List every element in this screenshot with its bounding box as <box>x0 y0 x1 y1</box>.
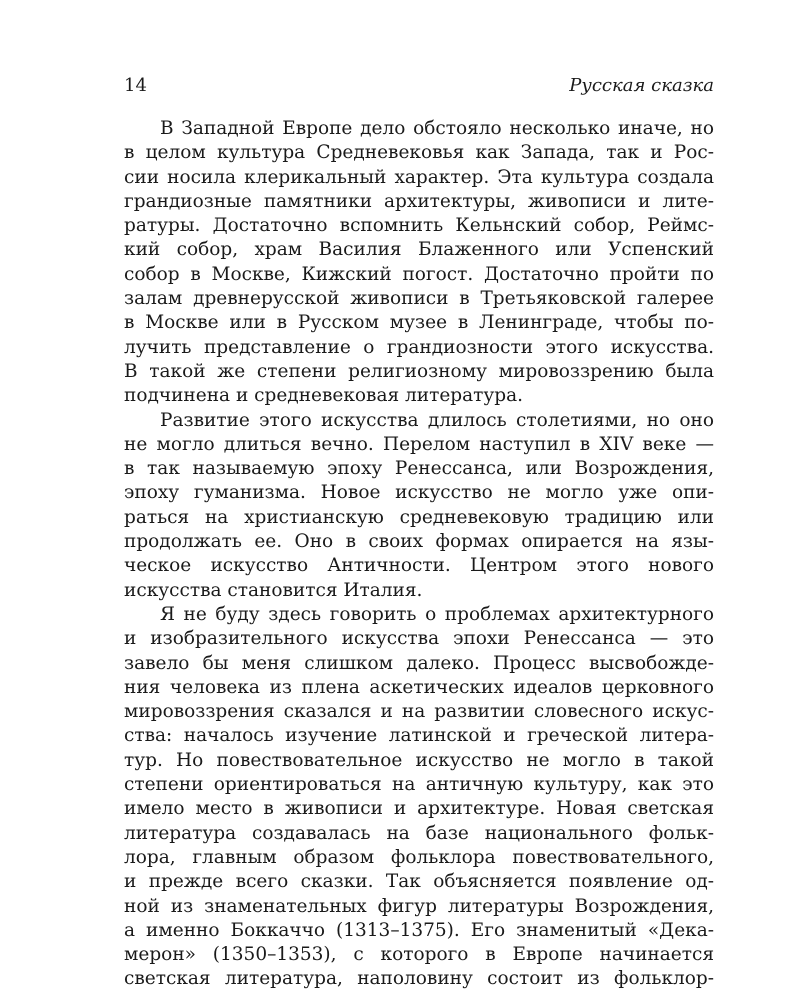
text-line: В Западной Европе дело обстояло несколько иначе, но <box>160 118 714 139</box>
text-line: сии носила клерикальный характер. Эта культура создала <box>124 166 714 188</box>
text-line: ческое искусство Античности. Центром этого нового <box>124 555 714 577</box>
text-line: имело место в живописи и архитектуре. Новая светская <box>124 798 714 820</box>
text-line: залам древнерусской живописи в Третьяковской галерее <box>124 288 714 310</box>
text-line: и изобразительного искусства эпохи Ренессанса — это <box>124 628 714 650</box>
paragraph <box>124 603 714 992</box>
text-line: мировоззрения сказался и на развитии словесного искус- <box>124 701 714 723</box>
text-line: степени ориентироваться на античную культуру, как это <box>124 774 714 796</box>
text-line: раться на христианскую средневековую традицию или <box>124 506 714 528</box>
paragraph <box>124 117 714 409</box>
text-line: в Москве или в Русском музее в Ленинграде, чтобы по- <box>124 312 714 334</box>
text-line: собор в Москве, Кижский погост. Достаточно пройти по <box>124 263 714 285</box>
text-line: а именно Боккаччо (1313–1375). Его знаменитый «Дека- <box>124 919 714 941</box>
text-line: грандиозные памятники архитектуры, живописи и лите- <box>124 190 714 212</box>
section-title: Русская сказка <box>569 75 714 96</box>
text-line: Развитие этого искусства длилось столетиями, но оно <box>160 409 714 431</box>
text-line: Я не буду здесь говорить о проблемах архитектурного <box>160 603 714 625</box>
text-line: литература создавалась на базе национального фольк- <box>124 822 714 844</box>
text-line: светская литература, наполовину состоит из фольклор- <box>124 968 714 990</box>
text-line: ной из знаменательных фигур литературы Возрождения, <box>124 895 714 917</box>
text-line: ратуры. Достаточно вспомнить Кельнский собор, Реймс- <box>124 215 714 237</box>
text-line: тур. Но повествовательное искусство не могло в такой <box>124 749 714 771</box>
text-line: искусства становится Италия. <box>124 579 423 601</box>
body-text <box>124 117 714 992</box>
running-head <box>124 72 714 100</box>
text-line: не могло длиться вечно. Перелом наступил в XIV веке — <box>124 433 714 455</box>
text-line: В такой же степени религиозному мировоззрению была <box>124 360 714 382</box>
text-line: в так называемую эпоху Ренессанса, или Возрождения, <box>124 458 714 480</box>
text-line: лора, главным образом фольклора повествовательного, <box>124 846 714 868</box>
text-line: кий собор, храм Василия Блаженного или Успенский <box>124 239 714 261</box>
text-line: и прежде всего сказки. Так объясняется появление од- <box>124 871 714 893</box>
text-line: лучить представление о грандиозности этого искусства. <box>124 336 714 358</box>
paragraph <box>124 409 714 603</box>
text-line: подчинена и средневековая литература. <box>124 385 524 407</box>
text-line: завело бы меня слишком далеко. Процесс высвобожде- <box>124 652 714 674</box>
text-line: ния человека из плена аскетических идеалов церковного <box>124 676 714 698</box>
page-number: 14 <box>124 75 147 96</box>
text-line: мерон» (1350–1353), с которого в Европе начинается <box>124 944 714 966</box>
text-line: эпоху гуманизма. Новое искусство не могло уже опи- <box>124 482 714 504</box>
text-line: в целом культура Средневековья как Запада, так и Рос- <box>124 142 714 164</box>
text-line: продолжать ее. Оно в своих формах опирается на язы- <box>124 531 714 553</box>
text-line: ства: началось изучение латинской и греческой литера- <box>124 725 714 747</box>
